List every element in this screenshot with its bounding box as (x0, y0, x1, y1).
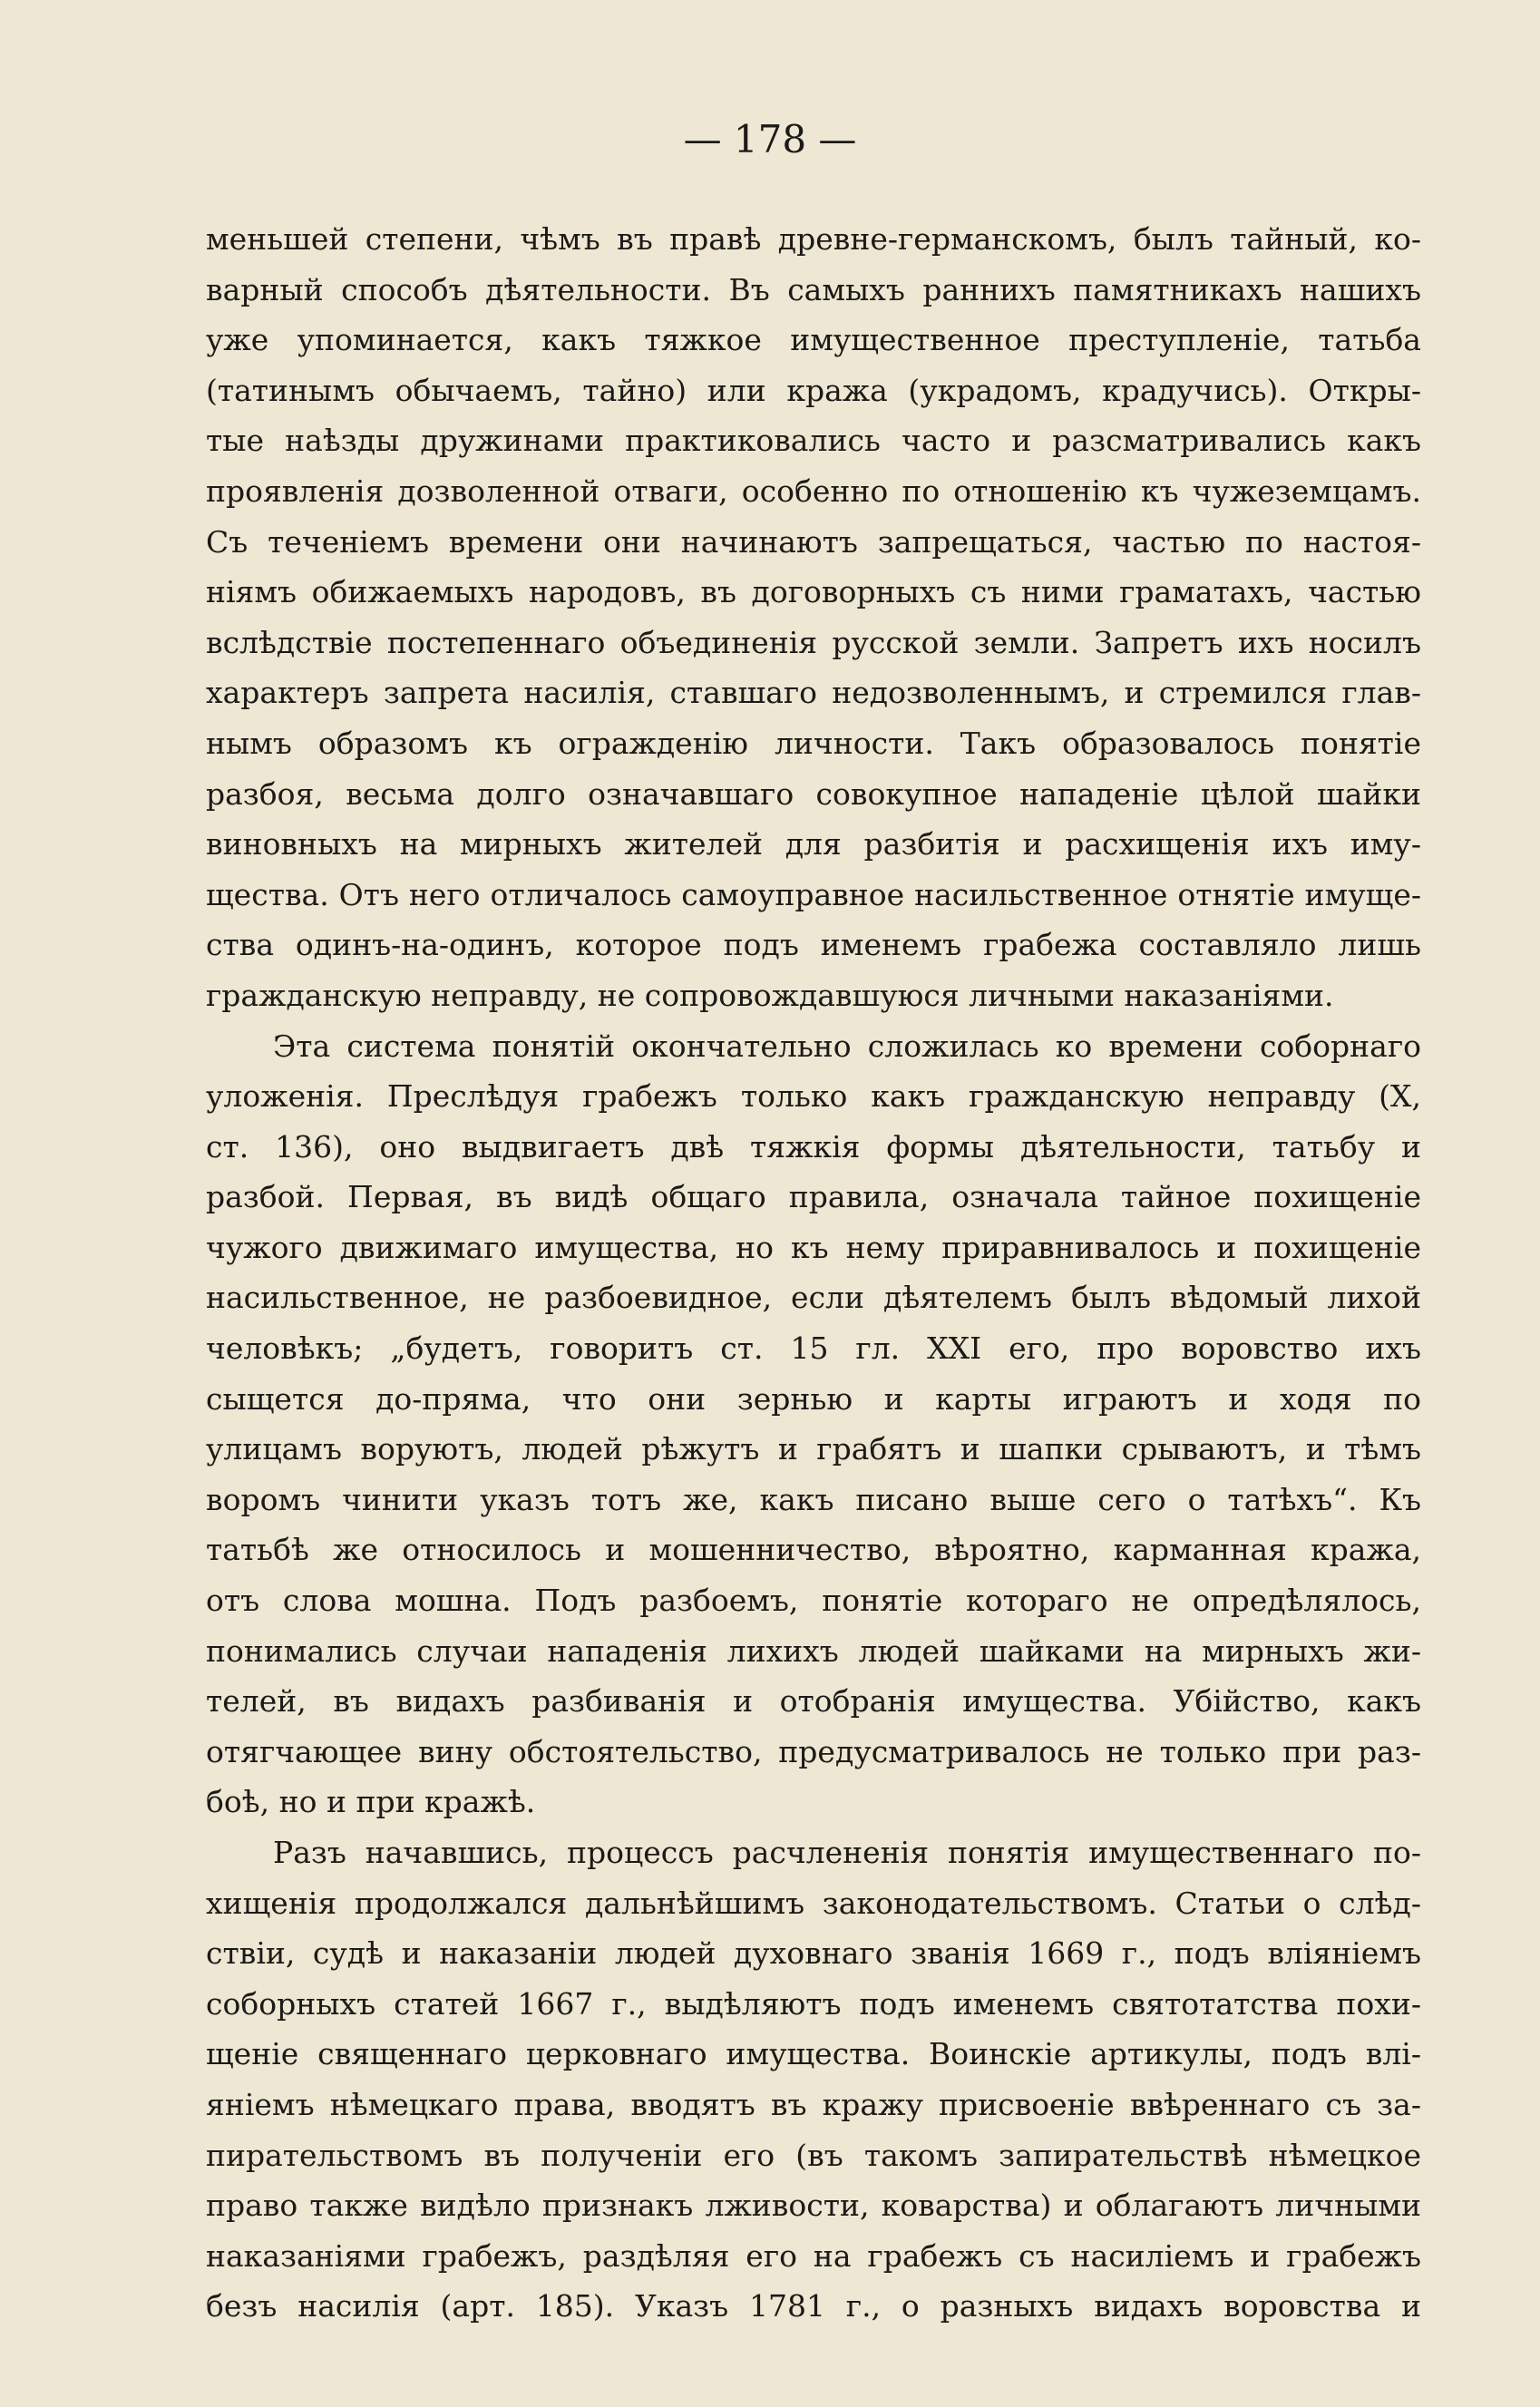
text-line: разбой. Первая, въ видѣ общаго правила, означала тайное похищеніе (206, 1179, 1421, 1215)
text-line: щества. Отъ него отличалось самоуправное насильственное отнятіе имуще- (206, 876, 1421, 912)
body-text (206, 214, 1421, 2332)
text-line: варный способъ дѣятельности. Въ самыхъ раннихъ памятникахъ нашихъ (206, 271, 1421, 307)
text-line: воромъ чинити указъ тотъ же, какъ писано выше сего о татѣхъ“. Къ (206, 1481, 1421, 1517)
paragraph-3 (206, 1827, 1421, 2332)
text-line: ствіи, судѣ и наказаніи людей духовнаго званія 1669 г., подъ вліяніемъ (206, 1935, 1421, 1972)
text-line: Съ теченіемъ времени они начинаютъ запрещаться, частью по настоя- (206, 523, 1421, 560)
text-line: человѣкъ; „будетъ, говоритъ ст. 15 гл. XXI его, про воровство ихъ (206, 1330, 1421, 1367)
text-line: понимались случаи нападенія лихихъ людей шайками на мирныхъ жи- (206, 1632, 1421, 1669)
text-line: хищенія продолжался дальнѣйшимъ законодательствомъ. Статьи о слѣд- (206, 1885, 1421, 1921)
text-line: разбоя, весьма долго означавшаго совокупное нападеніе цѣлой шайки (206, 775, 1421, 812)
text-line: соборныхъ статей 1667 г., выдѣляютъ подъ именемъ святотатства похи- (206, 1985, 1421, 2022)
text-line: гражданскую неправду, не сопровождавшуюся личными наказаніями. (206, 977, 1334, 1013)
text-line: виновныхъ на мирныхъ жителей для разбитія и расхищенія ихъ иму- (206, 826, 1421, 862)
page-number: — 178 — (683, 117, 857, 161)
text-line: уже упоминается, какъ тяжкое имущественное преступленіе, татьба (206, 322, 1421, 358)
text-line: ст. 136), оно выдвигаетъ двѣ тяжкія формы дѣятельности, татьбу и (206, 1128, 1421, 1165)
text-line: пирательствомъ въ полученіи его (въ такомъ запирательствѣ нѣмецкое (206, 2137, 1421, 2173)
text-line: яніемъ нѣмецкаго права, вводятъ въ кражу присвоеніе ввѣреннаго съ за- (206, 2086, 1421, 2122)
text-line: щеніе священнаго церковнаго имущества. Воинскіе артикулы, подъ влі- (206, 2036, 1421, 2072)
text-line: тые наѣзды дружинами практиковались часто и разсматривались какъ (206, 423, 1421, 459)
text-line: улицамъ воруютъ, людей рѣжутъ и грабятъ и шапки срываютъ, и тѣмъ (206, 1431, 1421, 1467)
paragraph-2 (206, 1021, 1421, 1828)
text-line: Разъ начавшись, процессъ расчлененія понятія имущественнаго по- (273, 1835, 1421, 1870)
text-line: телей, въ видахъ разбиванія и отобранія имущества. Убійство, какъ (206, 1683, 1421, 1720)
text-line: характеръ запрета насилія, ставшаго недозволеннымъ, и стремился глав- (206, 675, 1421, 711)
text-line: ства одинъ-на-одинъ, которое подъ именемъ грабежа составляло лишь (206, 927, 1421, 963)
text-line: боѣ, но и при кражѣ. (206, 1784, 536, 1820)
text-line: нымъ образомъ къ огражденію личности. Такъ образовалось понятіе (206, 725, 1421, 761)
text-line: отъ слова мошна. Подъ разбоемъ, понятіе котораго не опредѣлялось, (206, 1583, 1421, 1619)
text-line: безъ насилія (арт. 185). Указъ 1781 г., о разныхъ видахъ воровства и (206, 2288, 1421, 2324)
text-line: татьбѣ же относилось и мошенничество, вѣроятно, карманная кража, (206, 1532, 1421, 1568)
text-line: наказаніями грабежъ, раздѣляя его на грабежъ съ насиліемъ и грабежъ (206, 2237, 1421, 2274)
text-line: меньшей степени, чѣмъ въ правѣ древне-германскомъ, былъ тайный, ко- (206, 221, 1421, 257)
text-line: уложенія. Преслѣдуя грабежъ только какъ гражданскую неправду (X, (206, 1078, 1421, 1115)
text-line: Эта система понятій окончательно сложилась ко времени соборнаго (273, 1028, 1421, 1064)
text-line: сыщется до-пряма, что они зернью и карты играютъ и ходя по (206, 1380, 1421, 1417)
paragraph-1 (206, 214, 1421, 1021)
text-line: (татинымъ обычаемъ, тайно) или кража (украдомъ, крадучись). Откры- (206, 372, 1421, 408)
text-line: отягчающее вину обстоятельство, предусматривалось не только при раз- (206, 1733, 1421, 1769)
text-line: ніямъ обижаемыхъ народовъ, въ договорныхъ съ ними граматахъ, частью (206, 574, 1421, 610)
text-line: насильственное, не разбоевидное, если дѣятелемъ былъ вѣдомый лихой (206, 1280, 1421, 1316)
text-line: право также видѣло признакъ лживости, коварства) и облагаютъ личными (206, 2188, 1421, 2224)
text-line: чужого движимаго имущества, но къ нему приравнивалось и похищеніе (206, 1229, 1421, 1265)
text-line: вслѣдствіе постепеннаго объединенія русской земли. Запретъ ихъ носилъ (206, 624, 1421, 660)
text-line: проявленія дозволенной отваги, особенно по отношенію къ чужеземцамъ. (206, 473, 1421, 509)
